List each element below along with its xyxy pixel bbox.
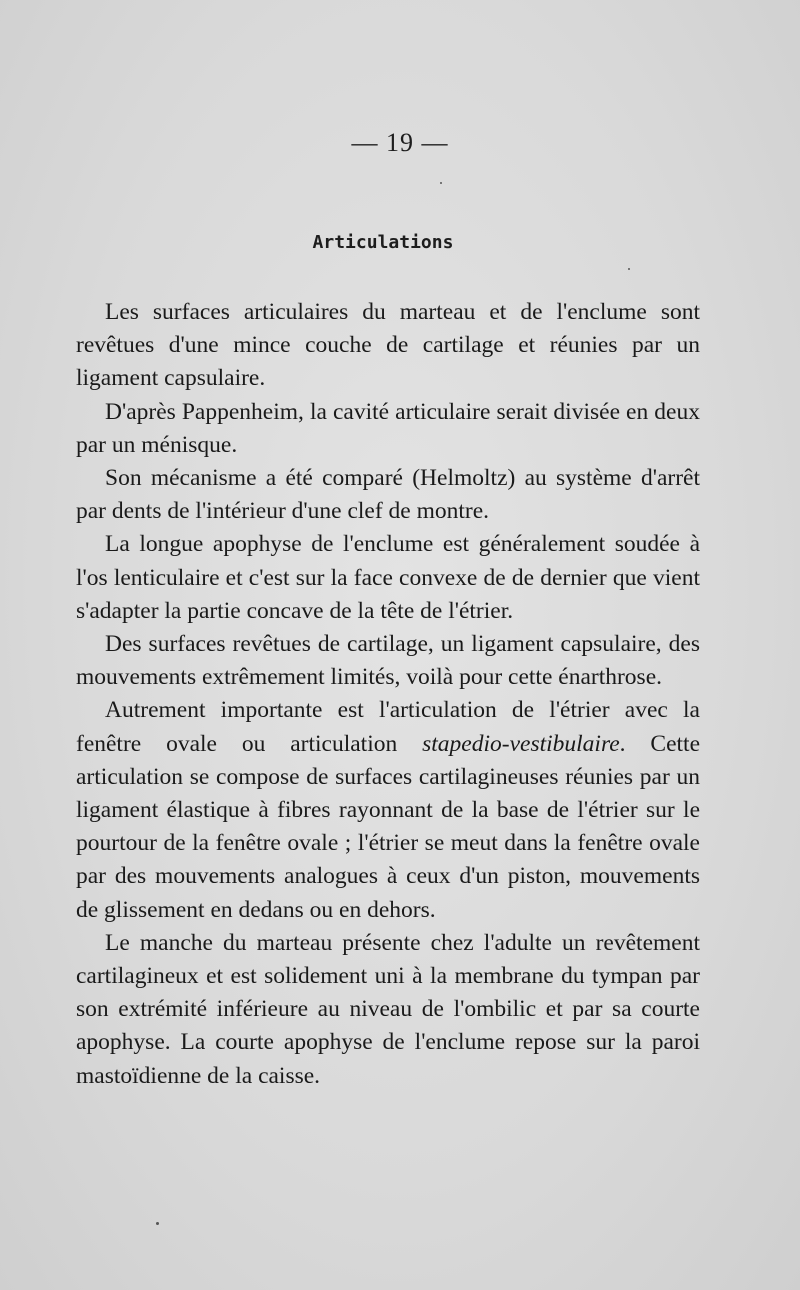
italic-term: stapedio-vestibulaire: [422, 730, 620, 757]
paragraph-2: D'après Pappenheim, la cavité articulaire serait divisée en deux par un ménisque.: [76, 398, 700, 458]
paragraph-7: Le manche du marteau présente chez l'adulte un revêtement cartilagineux et est solidement uni à la membrane du tympan par son extrémité inférieure au niveau de l'ombilic et par sa courte apophyse. La courte apophyse de l'enclume repose sur la paroi mastoïdienne de la caisse.: [76, 929, 700, 1089]
paragraph-5: Des surfaces revêtues de cartilage, un ligament capsulaire, des mouvements extrêmement limités, voilà pour cette énarthrose.: [76, 631, 700, 691]
paper-speck: [628, 268, 630, 270]
paragraph-6-end: . Cette articulation se compose de surfaces cartilagineuses réunies par un ligament élastique à fibres rayonnant de la base de l'étrier sur le pourtour de la fenêtre ovale ; l'étrier se meut dans la fenêtre ovale par des mouvements analogues à ceux d'un piston, mouvements de glissement en dedans ou en dehors.: [76, 730, 701, 923]
page-number: — 19 —: [351, 128, 449, 157]
paragraph-4: La longue apophyse de l'enclume est généralement soudée à l'os lenticulaire et c'est sur la face convexe de de dernier que vient s'adapter la partie concave de la tête de l'étrier.: [76, 531, 700, 624]
paper-speck: [440, 182, 442, 184]
paragraph-3: Son mécanisme a été comparé (Helmoltz) au système d'arrêt par dents de l'intérieur d'une clef de montre.: [76, 465, 700, 525]
body-text: [76, 296, 700, 1093]
paper-speck: [156, 1222, 159, 1225]
paragraph-1: Les surfaces articulaires du marteau et de l'enclume sont revêtues d'une mince couche de cartilage et réunies par un ligament capsulaire.: [76, 299, 700, 392]
section-title: Articulations: [312, 232, 454, 253]
paragraph-6-start: Autrement importante est l'articulation de l'étrier avec la fenêtre ovale ou articulation: [76, 697, 700, 757]
paragraph-6: [76, 694, 700, 926]
